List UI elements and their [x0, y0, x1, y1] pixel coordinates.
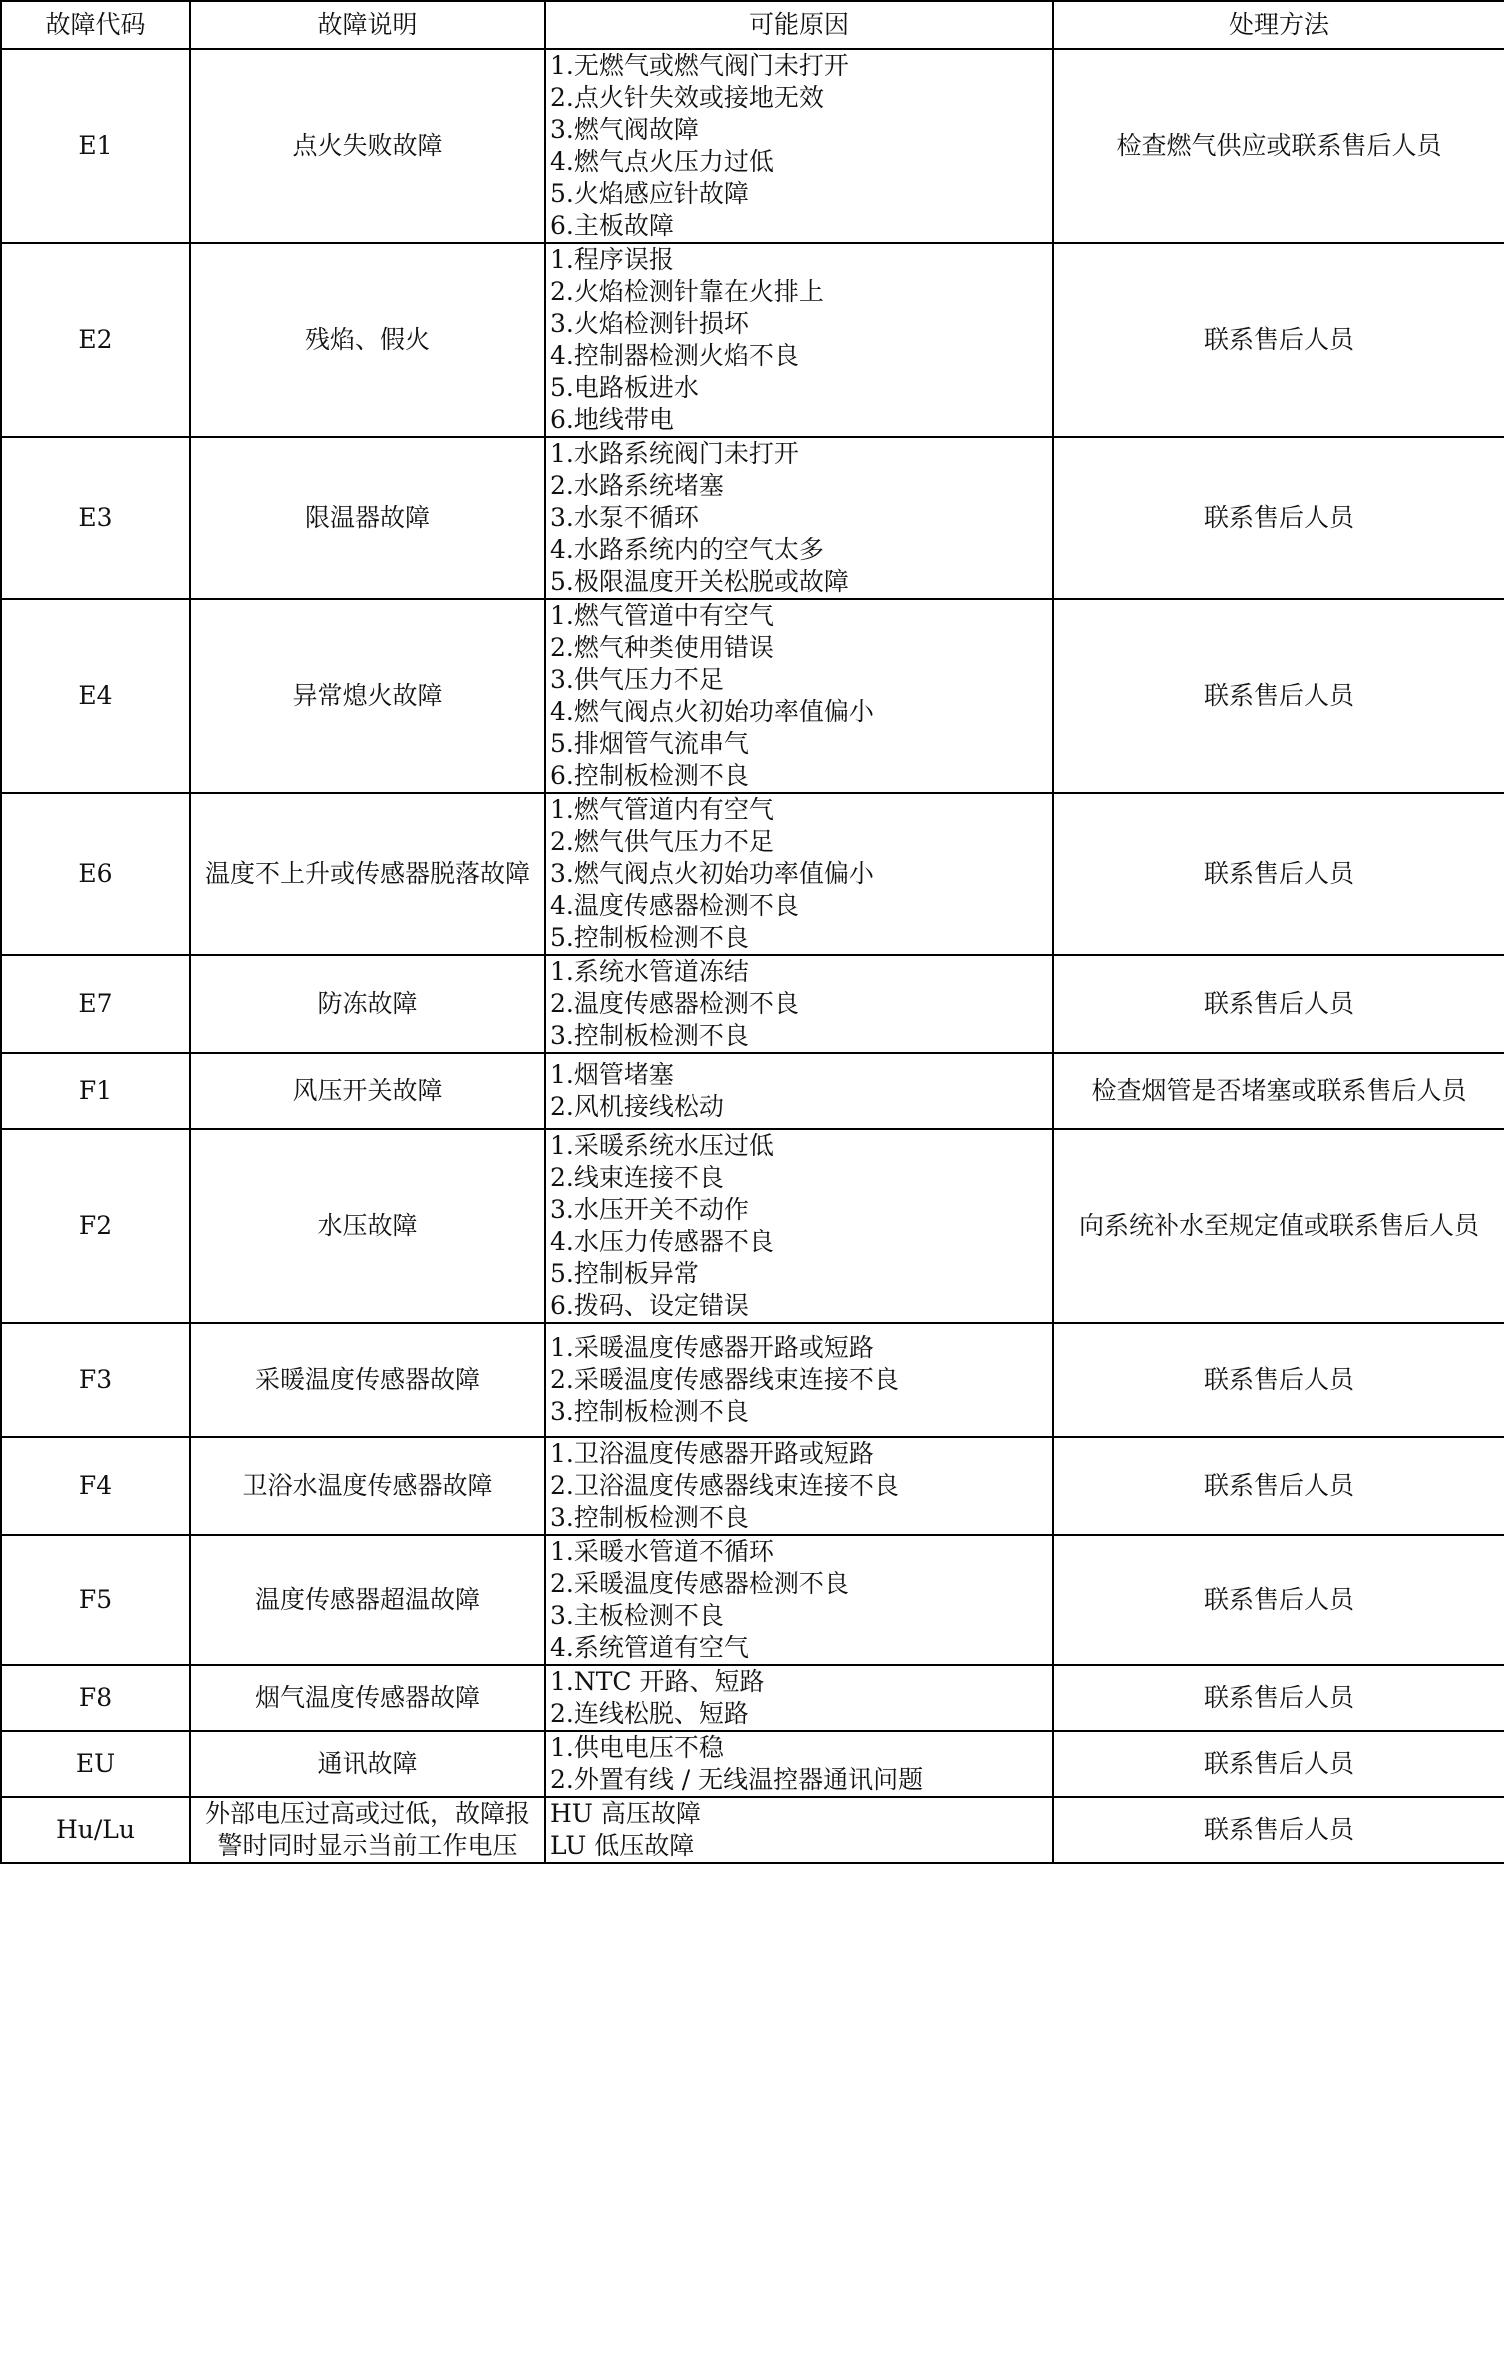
- table-row: [1, 437, 1504, 599]
- cause-item: 2.风机接线松动: [550, 1092, 724, 1121]
- fault-description-cell: 烟气温度传感器故障: [190, 1665, 545, 1731]
- cause-item: 3.水压开关不动作: [550, 1195, 749, 1224]
- table-row: [1, 1797, 1504, 1863]
- table-row: [1, 1323, 1504, 1437]
- possible-causes-cell: [545, 243, 1053, 437]
- cause-item: 3.控制板检测不良: [550, 1397, 749, 1426]
- table-header: [1, 1, 1504, 49]
- solution-cell: 联系售后人员: [1053, 599, 1504, 793]
- cause-item: 4.燃气阀点火初始功率值偏小: [550, 697, 874, 726]
- fault-code-cell: E6: [1, 793, 190, 955]
- table-row: [1, 1535, 1504, 1665]
- cause-item: 3.主板检测不良: [550, 1601, 724, 1630]
- fault-description-cell: 采暖温度传感器故障: [190, 1323, 545, 1437]
- cause-item: 2.水路系统堵塞: [550, 471, 724, 500]
- fault-description-cell: 通讯故障: [190, 1731, 545, 1797]
- fault-code-cell: EU: [1, 1731, 190, 1797]
- cause-item: 2.卫浴温度传感器线束连接不良: [550, 1471, 899, 1500]
- table-row: [1, 1731, 1504, 1797]
- solution-cell: 联系售后人员: [1053, 1797, 1504, 1863]
- header-fault-code: 故障代码: [1, 1, 190, 49]
- possible-causes-cell: [545, 49, 1053, 243]
- fault-description-cell: 水压故障: [190, 1129, 545, 1323]
- solution-cell: 联系售后人员: [1053, 1437, 1504, 1535]
- cause-item: 1.燃气管道中有空气: [550, 601, 774, 630]
- cause-item: 4.系统管道有空气: [550, 1633, 749, 1662]
- header-fault-description: 故障说明: [190, 1, 545, 49]
- cause-item: 5.极限温度开关松脱或故障: [550, 567, 849, 596]
- fault-code-cell: F2: [1, 1129, 190, 1323]
- table-row: [1, 1053, 1504, 1129]
- fault-code-cell: F4: [1, 1437, 190, 1535]
- cause-item: 1.供电电压不稳: [550, 1733, 724, 1762]
- solution-cell: 联系售后人员: [1053, 1535, 1504, 1665]
- cause-item: 5.排烟管气流串气: [550, 729, 749, 758]
- solution-cell: 联系售后人员: [1053, 1665, 1504, 1731]
- solution-cell: 联系售后人员: [1053, 1731, 1504, 1797]
- table-row: [1, 599, 1504, 793]
- cause-item: 1.卫浴温度传感器开路或短路: [550, 1439, 874, 1468]
- solution-cell: 向系统补水至规定值或联系售后人员: [1053, 1129, 1504, 1323]
- table-row: [1, 955, 1504, 1053]
- cause-item: 3.供气压力不足: [550, 665, 724, 694]
- possible-causes-cell: [545, 1053, 1053, 1129]
- cause-item: 5.火焰感应针故障: [550, 179, 749, 208]
- solution-cell: 联系售后人员: [1053, 1323, 1504, 1437]
- cause-item: 1.采暖水管道不循环: [550, 1537, 774, 1566]
- fault-code-cell: E1: [1, 49, 190, 243]
- solution-cell: 检查烟管是否堵塞或联系售后人员: [1053, 1053, 1504, 1129]
- cause-item: 5.控制板异常: [550, 1259, 699, 1288]
- possible-causes-cell: [545, 793, 1053, 955]
- cause-item: 1.燃气管道内有空气: [550, 795, 774, 824]
- cause-item: 4.水路系统内的空气太多: [550, 535, 824, 564]
- table-row: [1, 243, 1504, 437]
- cause-item: 2.燃气种类使用错误: [550, 633, 774, 662]
- cause-item: 1.采暖系统水压过低: [550, 1131, 774, 1160]
- solution-cell: 联系售后人员: [1053, 793, 1504, 955]
- fault-code-cell: F3: [1, 1323, 190, 1437]
- fault-code-cell: Hu/Lu: [1, 1797, 190, 1863]
- fault-code-cell: E4: [1, 599, 190, 793]
- table-row: [1, 1129, 1504, 1323]
- cause-item: 3.控制板检测不良: [550, 1503, 749, 1532]
- fault-code-cell: F1: [1, 1053, 190, 1129]
- possible-causes-cell: [545, 1323, 1053, 1437]
- table-row: [1, 1665, 1504, 1731]
- cause-item: LU 低压故障: [550, 1831, 695, 1860]
- cause-item: 2.采暖温度传感器检测不良: [550, 1569, 849, 1598]
- cause-item: 6.主板故障: [550, 211, 674, 240]
- table-row: [1, 49, 1504, 243]
- cause-item: 4.温度传感器检测不良: [550, 891, 799, 920]
- solution-cell: 联系售后人员: [1053, 955, 1504, 1053]
- cause-item: 6.地线带电: [550, 405, 674, 434]
- possible-causes-cell: [545, 1731, 1053, 1797]
- fault-description-cell: 温度传感器超温故障: [190, 1535, 545, 1665]
- cause-item: 1.系统水管道冻结: [550, 957, 749, 986]
- fault-description-cell: 风压开关故障: [190, 1053, 545, 1129]
- cause-item: 5.控制板检测不良: [550, 923, 749, 952]
- header-solution: 处理方法: [1053, 1, 1504, 49]
- cause-item: 1.烟管堵塞: [550, 1060, 674, 1089]
- cause-item: 3.燃气阀故障: [550, 115, 699, 144]
- cause-item: 2.连线松脱、短路: [550, 1699, 749, 1728]
- cause-item: 1.采暖温度传感器开路或短路: [550, 1333, 874, 1362]
- cause-item: 1.水路系统阀门未打开: [550, 439, 799, 468]
- fault-code-cell: E7: [1, 955, 190, 1053]
- cause-item: 6.拨码、设定错误: [550, 1291, 749, 1320]
- cause-item: 1.无燃气或燃气阀门未打开: [550, 51, 849, 80]
- possible-causes-cell: [545, 1665, 1053, 1731]
- fault-description-cell: 温度不上升或传感器脱落故障: [190, 793, 545, 955]
- cause-item: 3.燃气阀点火初始功率值偏小: [550, 859, 874, 888]
- cause-item: 5.电路板进水: [550, 373, 699, 402]
- cause-item: 4.燃气点火压力过低: [550, 147, 774, 176]
- possible-causes-cell: [545, 1797, 1053, 1863]
- cause-item: 4.水压力传感器不良: [550, 1227, 774, 1256]
- fault-code-cell: F8: [1, 1665, 190, 1731]
- possible-causes-cell: [545, 1129, 1053, 1323]
- cause-item: 2.温度传感器检测不良: [550, 989, 799, 1018]
- fault-description-cell: 限温器故障: [190, 437, 545, 599]
- fault-code-cell: E2: [1, 243, 190, 437]
- possible-causes-cell: [545, 1535, 1053, 1665]
- solution-cell: 联系售后人员: [1053, 437, 1504, 599]
- cause-item: 2.燃气供气压力不足: [550, 827, 774, 856]
- cause-item: 2.采暖温度传感器线束连接不良: [550, 1365, 899, 1394]
- possible-causes-cell: [545, 599, 1053, 793]
- possible-causes-cell: [545, 955, 1053, 1053]
- cause-item: 2.线束连接不良: [550, 1163, 724, 1192]
- cause-item: 3.火焰检测针损坏: [550, 309, 749, 338]
- table-row: [1, 793, 1504, 955]
- header-possible-causes: 可能原因: [545, 1, 1053, 49]
- fault-description-cell: 卫浴水温度传感器故障: [190, 1437, 545, 1535]
- solution-cell: 联系售后人员: [1053, 243, 1504, 437]
- cause-item: 2.点火针失效或接地无效: [550, 83, 824, 112]
- cause-item: 2.外置有线 / 无线温控器通讯问题: [550, 1765, 924, 1794]
- table-body: [1, 49, 1504, 1863]
- fault-description-cell: 残焰、假火: [190, 243, 545, 437]
- possible-causes-cell: [545, 1437, 1053, 1535]
- header-row: [1, 1, 1504, 49]
- fault-description-cell: 外部电压过高或过低，故障报警时同时显示当前工作电压: [190, 1797, 545, 1863]
- cause-item: 2.火焰检测针靠在火排上: [550, 277, 824, 306]
- cause-item: 3.水泵不循环: [550, 503, 699, 532]
- cause-item: HU 高压故障: [550, 1799, 701, 1828]
- fault-code-cell: F5: [1, 1535, 190, 1665]
- fault-description-cell: 异常熄火故障: [190, 599, 545, 793]
- fault-code-cell: E3: [1, 437, 190, 599]
- fault-description-cell: 防冻故障: [190, 955, 545, 1053]
- solution-cell: 检查燃气供应或联系售后人员: [1053, 49, 1504, 243]
- cause-item: 6.控制板检测不良: [550, 761, 749, 790]
- cause-item: 3.控制板检测不良: [550, 1021, 749, 1050]
- possible-causes-cell: [545, 437, 1053, 599]
- cause-item: 1.NTC 开路、短路: [550, 1667, 765, 1696]
- cause-item: 1.程序误报: [550, 245, 674, 274]
- table-row: [1, 1437, 1504, 1535]
- fault-description-cell: 点火失败故障: [190, 49, 545, 243]
- cause-item: 4.控制器检测火焰不良: [550, 341, 799, 370]
